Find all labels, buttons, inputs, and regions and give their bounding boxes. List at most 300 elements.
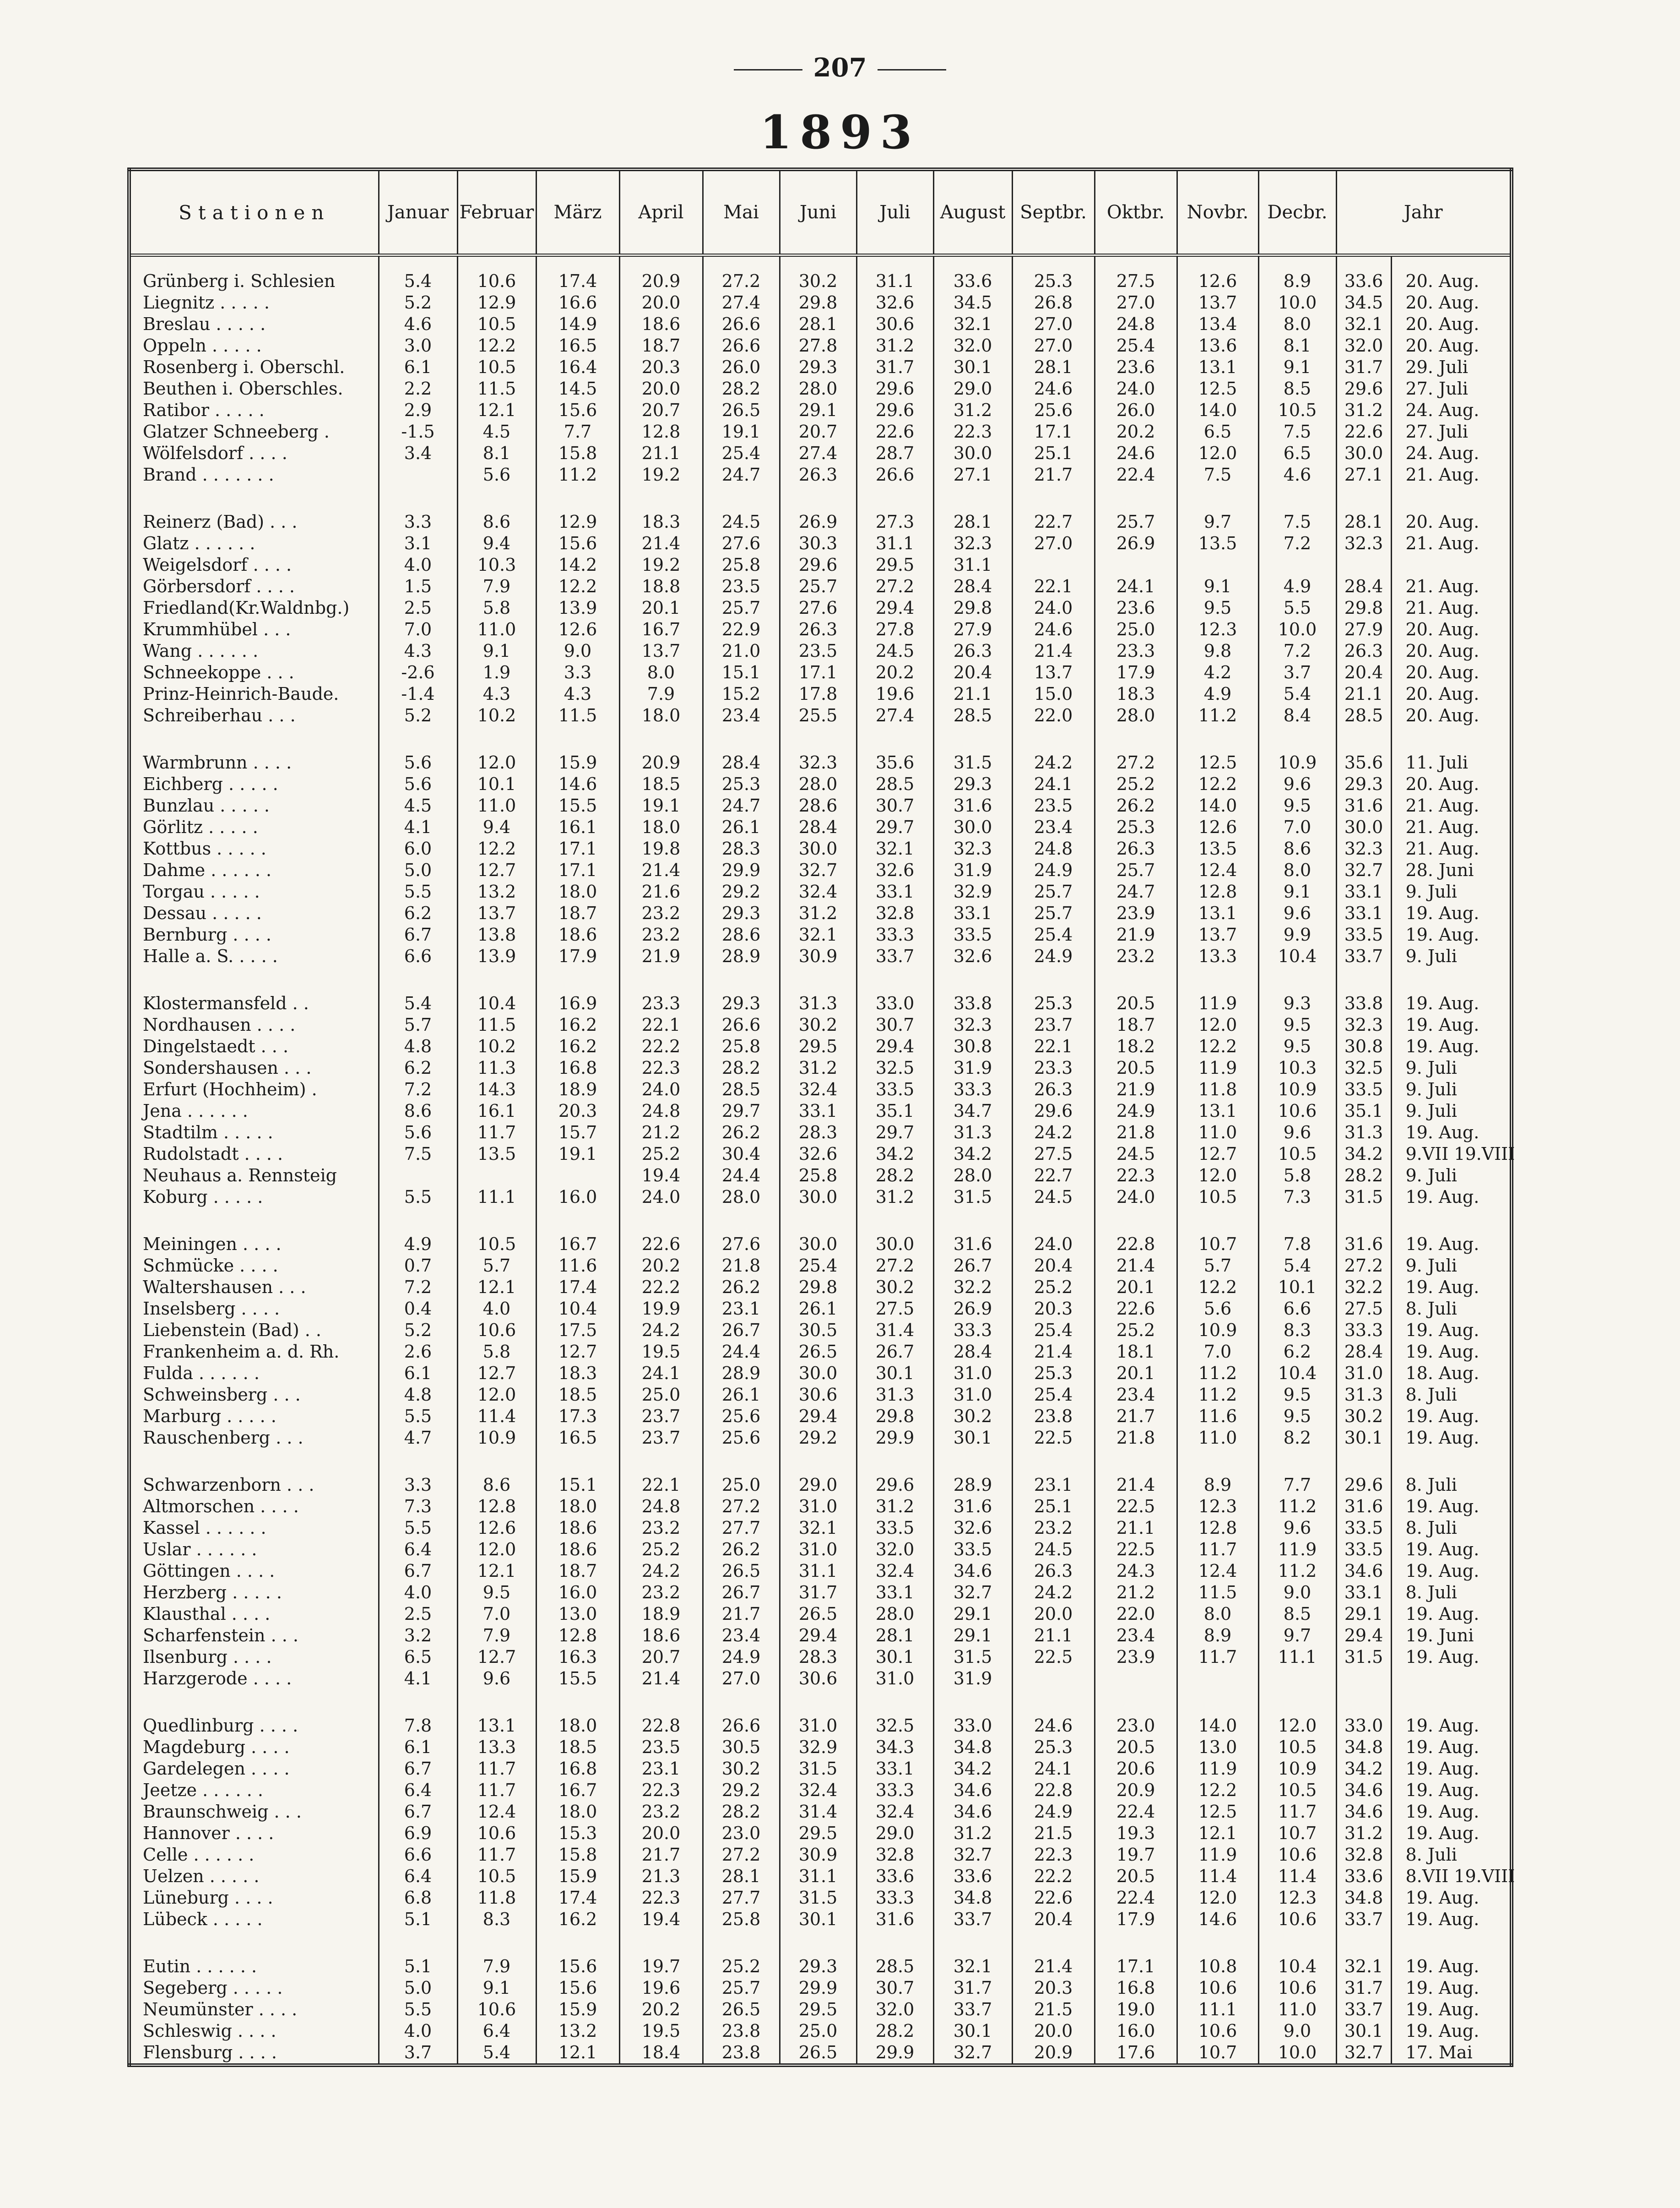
jahr-max-cell: 31.2 (1336, 400, 1391, 421)
month-value-cell: 24.2 (619, 1320, 703, 1341)
month-value-cell: 26.6 (703, 314, 780, 335)
spacer-cell (933, 1208, 1012, 1234)
month-value-cell: 33.7 (856, 946, 933, 967)
month-value-cell (1095, 554, 1177, 576)
month-value-cell: 11.1 (1258, 1646, 1336, 1668)
spacer-cell (129, 726, 379, 752)
month-value-cell: 32.7 (933, 1844, 1012, 1866)
month-value-cell: 10.6 (1258, 1844, 1336, 1866)
jahr-max-cell: 32.1 (1336, 314, 1391, 335)
station-name: Dingelstaedt . . . (143, 1036, 289, 1056)
jahr-max-cell: 32.7 (1336, 860, 1391, 881)
spacer-cell (1177, 726, 1258, 752)
month-value-cell: 18.7 (536, 1560, 619, 1582)
header-septbr: Septbr. (1012, 169, 1095, 255)
month-value-cell: 30.0 (780, 838, 856, 860)
month-value-cell: 28.0 (933, 1165, 1012, 1186)
month-value-cell: 7.8 (379, 1715, 457, 1737)
month-value-cell: 11.9 (1177, 993, 1258, 1014)
month-value-cell: 23.5 (619, 1737, 703, 1758)
month-value-cell (1095, 1668, 1177, 1689)
month-value-cell: 31.9 (933, 1057, 1012, 1079)
month-value-cell: 21.3 (619, 1866, 703, 1887)
month-value-cell: 8.3 (1258, 1320, 1336, 1341)
table-row (129, 421, 1512, 443)
month-value-cell: 32.3 (933, 838, 1012, 860)
month-value-cell: 32.6 (933, 1517, 1012, 1539)
spacer-cell (703, 1689, 780, 1715)
month-value-cell: 11.7 (1177, 1646, 1258, 1668)
month-value-cell: 10.5 (457, 1234, 536, 1255)
month-value-cell: 8.9 (1258, 271, 1336, 292)
month-value-cell: 11.7 (1177, 1539, 1258, 1560)
month-value-cell: 26.7 (856, 1341, 933, 1363)
month-value-cell: 31.3 (933, 1122, 1012, 1143)
month-value-cell: 22.5 (1095, 1539, 1177, 1560)
month-value-cell: 29.6 (780, 554, 856, 576)
spacer-cell (457, 1449, 536, 1474)
table-row (129, 1277, 1512, 1298)
spacer-cell (379, 255, 457, 271)
month-value-cell: 5.4 (457, 2042, 536, 2065)
table-row (129, 1646, 1512, 1668)
month-value-cell: 10.5 (457, 357, 536, 378)
jahr-date-cell: 9.VII 19.VIII (1391, 1143, 1512, 1165)
month-value-cell: 32.0 (933, 335, 1012, 357)
month-value-cell: 33.3 (856, 924, 933, 946)
jahr-max-cell: 27.2 (1336, 1255, 1391, 1277)
spacer-cell (933, 1930, 1012, 1956)
month-value-cell: 0.7 (379, 1255, 457, 1277)
month-value-cell: 10.4 (457, 993, 536, 1014)
month-value-cell: 32.4 (780, 1079, 856, 1100)
month-value-cell: 25.7 (703, 1977, 780, 1999)
spacer-cell (457, 255, 536, 271)
month-value-cell: 31.0 (780, 1539, 856, 1560)
month-value-cell: 10.5 (1258, 1143, 1336, 1165)
month-value-cell: 18.5 (619, 774, 703, 795)
month-value-cell: 20.0 (1012, 2020, 1095, 2042)
month-value-cell: 8.9 (1177, 1474, 1258, 1496)
month-value-cell: 12.8 (457, 1496, 536, 1517)
month-value-cell: 12.8 (1177, 881, 1258, 903)
month-value-cell: 29.4 (780, 1406, 856, 1427)
month-value-cell: 33.3 (933, 1079, 1012, 1100)
jahr-max-cell: 34.5 (1336, 292, 1391, 314)
jahr-max-cell: 20.4 (1336, 662, 1391, 683)
month-value-cell: 32.3 (780, 752, 856, 774)
month-value-cell: 8.0 (619, 662, 703, 683)
month-value-cell: 28.0 (780, 378, 856, 400)
month-value-cell: 19.9 (619, 1298, 703, 1320)
month-value-cell (379, 464, 457, 486)
month-value-cell: 26.6 (856, 464, 933, 486)
month-value-cell: 19.1 (703, 421, 780, 443)
month-value-cell: 15.1 (703, 662, 780, 683)
month-value-cell: 31.1 (780, 1560, 856, 1582)
month-value-cell: 9.7 (1177, 511, 1258, 533)
jahr-date-cell: 19. Aug. (1391, 1887, 1512, 1909)
jahr-date-cell (1391, 1668, 1512, 1689)
jahr-date-cell: 27. Juli (1391, 421, 1512, 443)
month-value-cell: 6.2 (1258, 1341, 1336, 1363)
month-value-cell: 8.3 (457, 1909, 536, 1930)
month-value-cell: 30.7 (856, 1977, 933, 1999)
month-value-cell: 27.6 (703, 533, 780, 554)
month-value-cell: 4.0 (379, 1582, 457, 1603)
month-value-cell: 32.1 (780, 924, 856, 946)
spacer-cell (1258, 726, 1336, 752)
month-value-cell: 13.5 (1177, 533, 1258, 554)
month-value-cell: 20.9 (1012, 2042, 1095, 2065)
station-name: Schreiberhau . . . (143, 705, 296, 725)
jahr-max-cell: 27.5 (1336, 1298, 1391, 1320)
month-value-cell: 24.5 (1095, 1143, 1177, 1165)
spacer-cell (129, 1449, 379, 1474)
month-value-cell: 18.7 (536, 903, 619, 924)
month-value-cell: 33.0 (933, 1715, 1012, 1737)
month-value-cell: 5.4 (1258, 683, 1336, 705)
month-value-cell: 10.9 (1177, 1320, 1258, 1341)
jahr-date-cell: 19. Aug. (1391, 1801, 1512, 1823)
month-value-cell: 8.1 (457, 443, 536, 464)
month-value-cell: 5.7 (457, 1255, 536, 1277)
month-value-cell: 11.9 (1258, 1539, 1336, 1560)
month-value-cell: 30.0 (780, 1234, 856, 1255)
month-value-cell: 32.2 (933, 1277, 1012, 1298)
station-name: Neuhaus a. Rennsteig (143, 1165, 337, 1185)
month-value-cell: 6.2 (379, 1057, 457, 1079)
month-value-cell: 12.1 (457, 1560, 536, 1582)
month-value-cell: 23.6 (1095, 597, 1177, 619)
month-value-cell: 14.2 (536, 554, 619, 576)
month-value-cell: 21.9 (1095, 924, 1177, 946)
month-value-cell: 19.2 (619, 554, 703, 576)
month-value-cell (1012, 554, 1095, 576)
month-value-cell: 10.6 (457, 1320, 536, 1341)
month-value-cell: 27.6 (780, 597, 856, 619)
month-value-cell: 7.2 (1258, 640, 1336, 662)
jahr-max-cell: 33.7 (1336, 1999, 1391, 2020)
spacer-cell (780, 1689, 856, 1715)
month-value-cell: 12.2 (457, 335, 536, 357)
month-value-cell: 26.6 (703, 1715, 780, 1737)
table-row (129, 705, 1512, 726)
month-value-cell: 13.7 (619, 640, 703, 662)
month-value-cell: 24.0 (1012, 597, 1095, 619)
station-name: Uslar . . . . . . (143, 1539, 257, 1559)
spacer-cell (129, 967, 379, 993)
month-value-cell: 25.3 (703, 774, 780, 795)
month-value-cell: 13.3 (1177, 946, 1258, 967)
spacer-cell (457, 726, 536, 752)
jahr-max-cell (1336, 554, 1391, 576)
month-value-cell: 32.7 (933, 1582, 1012, 1603)
month-value-cell: 6.5 (379, 1646, 457, 1668)
month-value-cell: 29.0 (780, 1474, 856, 1496)
month-value-cell: 10.6 (1258, 1909, 1336, 1930)
month-value-cell: 16.7 (536, 1780, 619, 1801)
month-value-cell: 11.2 (1177, 705, 1258, 726)
month-value-cell: 31.0 (780, 1496, 856, 1517)
month-value-cell: 10.4 (536, 1298, 619, 1320)
month-value-cell: 18.1 (1095, 1341, 1177, 1363)
month-value-cell: 34.3 (856, 1737, 933, 1758)
month-value-cell: 1.9 (457, 662, 536, 683)
spacer-cell (1012, 486, 1095, 511)
month-value-cell: 19.1 (619, 795, 703, 817)
month-value-cell: 30.6 (780, 1384, 856, 1406)
month-value-cell: 31.7 (933, 1977, 1012, 1999)
month-value-cell: 12.0 (457, 1384, 536, 1406)
table-row (129, 795, 1512, 817)
header-januar: Januar (379, 169, 457, 255)
month-value-cell: 15.6 (536, 533, 619, 554)
table-row (129, 1909, 1512, 1930)
month-value-cell: 24.6 (1012, 619, 1095, 640)
group-spacer (129, 967, 1512, 993)
spacer-cell (457, 967, 536, 993)
month-value-cell: 28.5 (703, 1079, 780, 1100)
month-value-cell: 6.6 (379, 946, 457, 967)
month-value-cell: 13.8 (457, 924, 536, 946)
month-value-cell: 10.5 (1258, 400, 1336, 421)
month-value-cell: 6.7 (379, 1801, 457, 1823)
month-value-cell: 12.0 (457, 1539, 536, 1560)
month-value-cell: 4.5 (379, 795, 457, 817)
month-value-cell: 11.0 (1177, 1427, 1258, 1449)
month-value-cell: 25.0 (703, 1474, 780, 1496)
month-value-cell: 32.9 (780, 1737, 856, 1758)
month-value-cell: -1.4 (379, 683, 457, 705)
month-value-cell: 20.3 (536, 1100, 619, 1122)
month-value-cell: 13.2 (457, 881, 536, 903)
month-value-cell: 10.4 (1258, 946, 1336, 967)
month-value-cell: 30.9 (780, 1844, 856, 1866)
jahr-max-cell: 29.3 (1336, 774, 1391, 795)
month-value-cell: 7.2 (379, 1079, 457, 1100)
month-value-cell: 12.2 (1177, 1780, 1258, 1801)
station-name: Uelzen . . . . . (143, 1866, 260, 1886)
station-name: Jena . . . . . . (143, 1101, 248, 1121)
spacer-cell (536, 255, 619, 271)
month-value-cell: 6.0 (379, 838, 457, 860)
month-value-cell: 20.2 (619, 1999, 703, 2020)
month-value-cell: 7.2 (379, 1277, 457, 1298)
month-value-cell: 10.0 (1258, 619, 1336, 640)
month-value-cell: 7.9 (457, 576, 536, 597)
month-value-cell: 6.8 (379, 1887, 457, 1909)
month-value-cell: 23.9 (1095, 1646, 1177, 1668)
month-value-cell: 23.0 (1095, 1715, 1177, 1737)
month-value-cell: 4.3 (379, 640, 457, 662)
jahr-date-cell: 19. Aug. (1391, 2020, 1512, 2042)
jahr-max-cell: 31.5 (1336, 1646, 1391, 1668)
month-value-cell: 15.9 (536, 1866, 619, 1887)
month-value-cell: 28.2 (856, 2020, 933, 2042)
jahr-date-cell: 20. Aug. (1391, 292, 1512, 314)
month-value-cell: 22.9 (703, 619, 780, 640)
spacer-cell (1336, 1208, 1391, 1234)
jahr-max-cell: 30.8 (1336, 1036, 1391, 1057)
month-value-cell: 22.7 (1012, 511, 1095, 533)
table-row (129, 993, 1512, 1014)
jahr-max-cell: 34.6 (1336, 1560, 1391, 1582)
month-value-cell (457, 1165, 536, 1186)
month-value-cell: 11.0 (457, 795, 536, 817)
month-value-cell: 18.8 (619, 576, 703, 597)
month-value-cell: 7.2 (1258, 533, 1336, 554)
month-value-cell: 23.8 (703, 2042, 780, 2065)
month-value-cell: 13.0 (1177, 1737, 1258, 1758)
jahr-date-cell: 20. Aug. (1391, 662, 1512, 683)
month-value-cell: 21.4 (1012, 1341, 1095, 1363)
month-value-cell: 31.4 (780, 1801, 856, 1823)
month-value-cell: 30.2 (933, 1406, 1012, 1427)
jahr-date-cell: 19. Aug. (1391, 1277, 1512, 1298)
table-row (129, 1100, 1512, 1122)
month-value-cell: 12.7 (1177, 1143, 1258, 1165)
month-value-cell: 3.3 (536, 662, 619, 683)
month-value-cell: 25.2 (619, 1539, 703, 1560)
month-value-cell: 24.6 (1012, 1715, 1095, 1737)
month-value-cell: 24.6 (1095, 443, 1177, 464)
month-value-cell: 10.1 (457, 774, 536, 795)
spacer-cell (1391, 967, 1512, 993)
spacer-cell (1391, 486, 1512, 511)
month-value-cell: 15.8 (536, 443, 619, 464)
month-value-cell: 29.3 (703, 993, 780, 1014)
month-value-cell: 24.0 (619, 1186, 703, 1208)
jahr-date-cell: 20. Aug. (1391, 271, 1512, 292)
month-value-cell: 5.4 (379, 271, 457, 292)
table-row (129, 1036, 1512, 1057)
month-value-cell: 30.1 (856, 1646, 933, 1668)
month-value-cell: 11.0 (1258, 1999, 1336, 2020)
spacer-cell (1095, 967, 1177, 993)
month-value-cell: 26.3 (933, 640, 1012, 662)
month-value-cell: 29.9 (780, 1977, 856, 1999)
month-value-cell: 12.8 (1177, 1517, 1258, 1539)
month-value-cell: 11.2 (1177, 1384, 1258, 1406)
month-value-cell: 22.3 (1095, 1165, 1177, 1186)
month-value-cell: 28.4 (933, 1341, 1012, 1363)
month-value-cell: 4.8 (379, 1384, 457, 1406)
table-row (129, 464, 1512, 486)
month-value-cell: 26.5 (780, 1603, 856, 1625)
month-value-cell: 12.6 (1177, 271, 1258, 292)
month-value-cell: 11.1 (1177, 1999, 1258, 2020)
jahr-date-cell: 9. Juli (1391, 946, 1512, 967)
jahr-date-cell: 19. Aug. (1391, 1603, 1512, 1625)
jahr-max-cell: 30.0 (1336, 443, 1391, 464)
month-value-cell: 23.4 (1095, 1625, 1177, 1646)
month-value-cell: 15.9 (536, 1999, 619, 2020)
jahr-date-cell: 19. Aug. (1391, 1999, 1512, 2020)
month-value-cell: 31.3 (780, 993, 856, 1014)
station-name: Kottbus . . . . . (143, 839, 266, 859)
month-value-cell: 10.5 (457, 1866, 536, 1887)
month-value-cell: 4.3 (536, 683, 619, 705)
month-value-cell: 27.4 (703, 292, 780, 314)
month-value-cell: 25.4 (1012, 1384, 1095, 1406)
header-maerz: März (536, 169, 619, 255)
month-value-cell: 25.8 (703, 1909, 780, 1930)
month-value-cell: 4.6 (379, 314, 457, 335)
month-value-cell: 21.8 (1095, 1122, 1177, 1143)
jahr-date-cell: 29. Juli (1391, 357, 1512, 378)
month-value-cell: 7.7 (1258, 1474, 1336, 1496)
month-value-cell: 26.5 (703, 1999, 780, 2020)
month-value-cell (1012, 1668, 1095, 1689)
station-name: Eutin . . . . . . (143, 1956, 257, 1976)
month-value-cell: 13.9 (536, 597, 619, 619)
month-value-cell: 18.7 (619, 335, 703, 357)
month-value-cell: 12.6 (1177, 817, 1258, 838)
month-value-cell: 20.0 (619, 1823, 703, 1844)
month-value-cell: 23.7 (619, 1427, 703, 1449)
month-value-cell: 24.9 (1095, 1100, 1177, 1122)
table-row (129, 1823, 1512, 1844)
jahr-date-cell: 19. Aug. (1391, 1823, 1512, 1844)
jahr-date-cell: 19. Aug. (1391, 903, 1512, 924)
month-value-cell: 24.3 (1095, 1560, 1177, 1582)
month-value-cell: 29.3 (703, 903, 780, 924)
month-value-cell: 32.1 (780, 1517, 856, 1539)
month-value-cell: 10.5 (457, 314, 536, 335)
month-value-cell: 12.4 (1177, 1560, 1258, 1582)
month-value-cell: 22.4 (1095, 1801, 1177, 1823)
month-value-cell: 6.6 (1258, 1298, 1336, 1320)
month-value-cell: 34.6 (933, 1780, 1012, 1801)
jahr-max-cell: 32.2 (1336, 1277, 1391, 1298)
month-value-cell: 33.1 (856, 881, 933, 903)
month-value-cell: 31.2 (780, 1057, 856, 1079)
month-value-cell: 26.8 (1012, 292, 1095, 314)
month-value-cell: 16.5 (536, 335, 619, 357)
jahr-max-cell: 33.7 (1336, 946, 1391, 967)
table-row (129, 292, 1512, 314)
spacer-cell (379, 726, 457, 752)
station-name: Gardelegen . . . . (143, 1759, 290, 1779)
jahr-date-cell: 19. Aug. (1391, 1186, 1512, 1208)
station-name: Erfurt (Hochheim) . (143, 1079, 317, 1099)
month-value-cell: 32.0 (856, 1539, 933, 1560)
month-value-cell: 19.0 (1095, 1999, 1177, 2020)
month-value-cell: 5.5 (379, 1999, 457, 2020)
month-value-cell: 6.1 (379, 1737, 457, 1758)
month-value-cell: 11.5 (457, 378, 536, 400)
month-value-cell: 6.7 (379, 924, 457, 946)
station-name: Dahme . . . . . . (143, 860, 272, 880)
month-value-cell: 32.6 (856, 860, 933, 881)
month-value-cell: 34.7 (933, 1100, 1012, 1122)
month-value-cell: 26.0 (703, 357, 780, 378)
month-value-cell: 24.6 (1012, 378, 1095, 400)
month-value-cell: 31.4 (856, 1320, 933, 1341)
month-value-cell: 27.1 (933, 464, 1012, 486)
month-value-cell: 4.0 (379, 554, 457, 576)
jahr-max-cell: 33.7 (1336, 1909, 1391, 1930)
month-value-cell: 8.6 (1258, 838, 1336, 860)
spacer-cell (129, 1689, 379, 1715)
station-name: Schmücke . . . . (143, 1256, 278, 1276)
month-value-cell: 24.5 (703, 511, 780, 533)
month-value-cell: 28.2 (703, 378, 780, 400)
jahr-max-cell: 34.2 (1336, 1143, 1391, 1165)
month-value-cell: 31.7 (856, 357, 933, 378)
month-value-cell: 26.5 (703, 400, 780, 421)
